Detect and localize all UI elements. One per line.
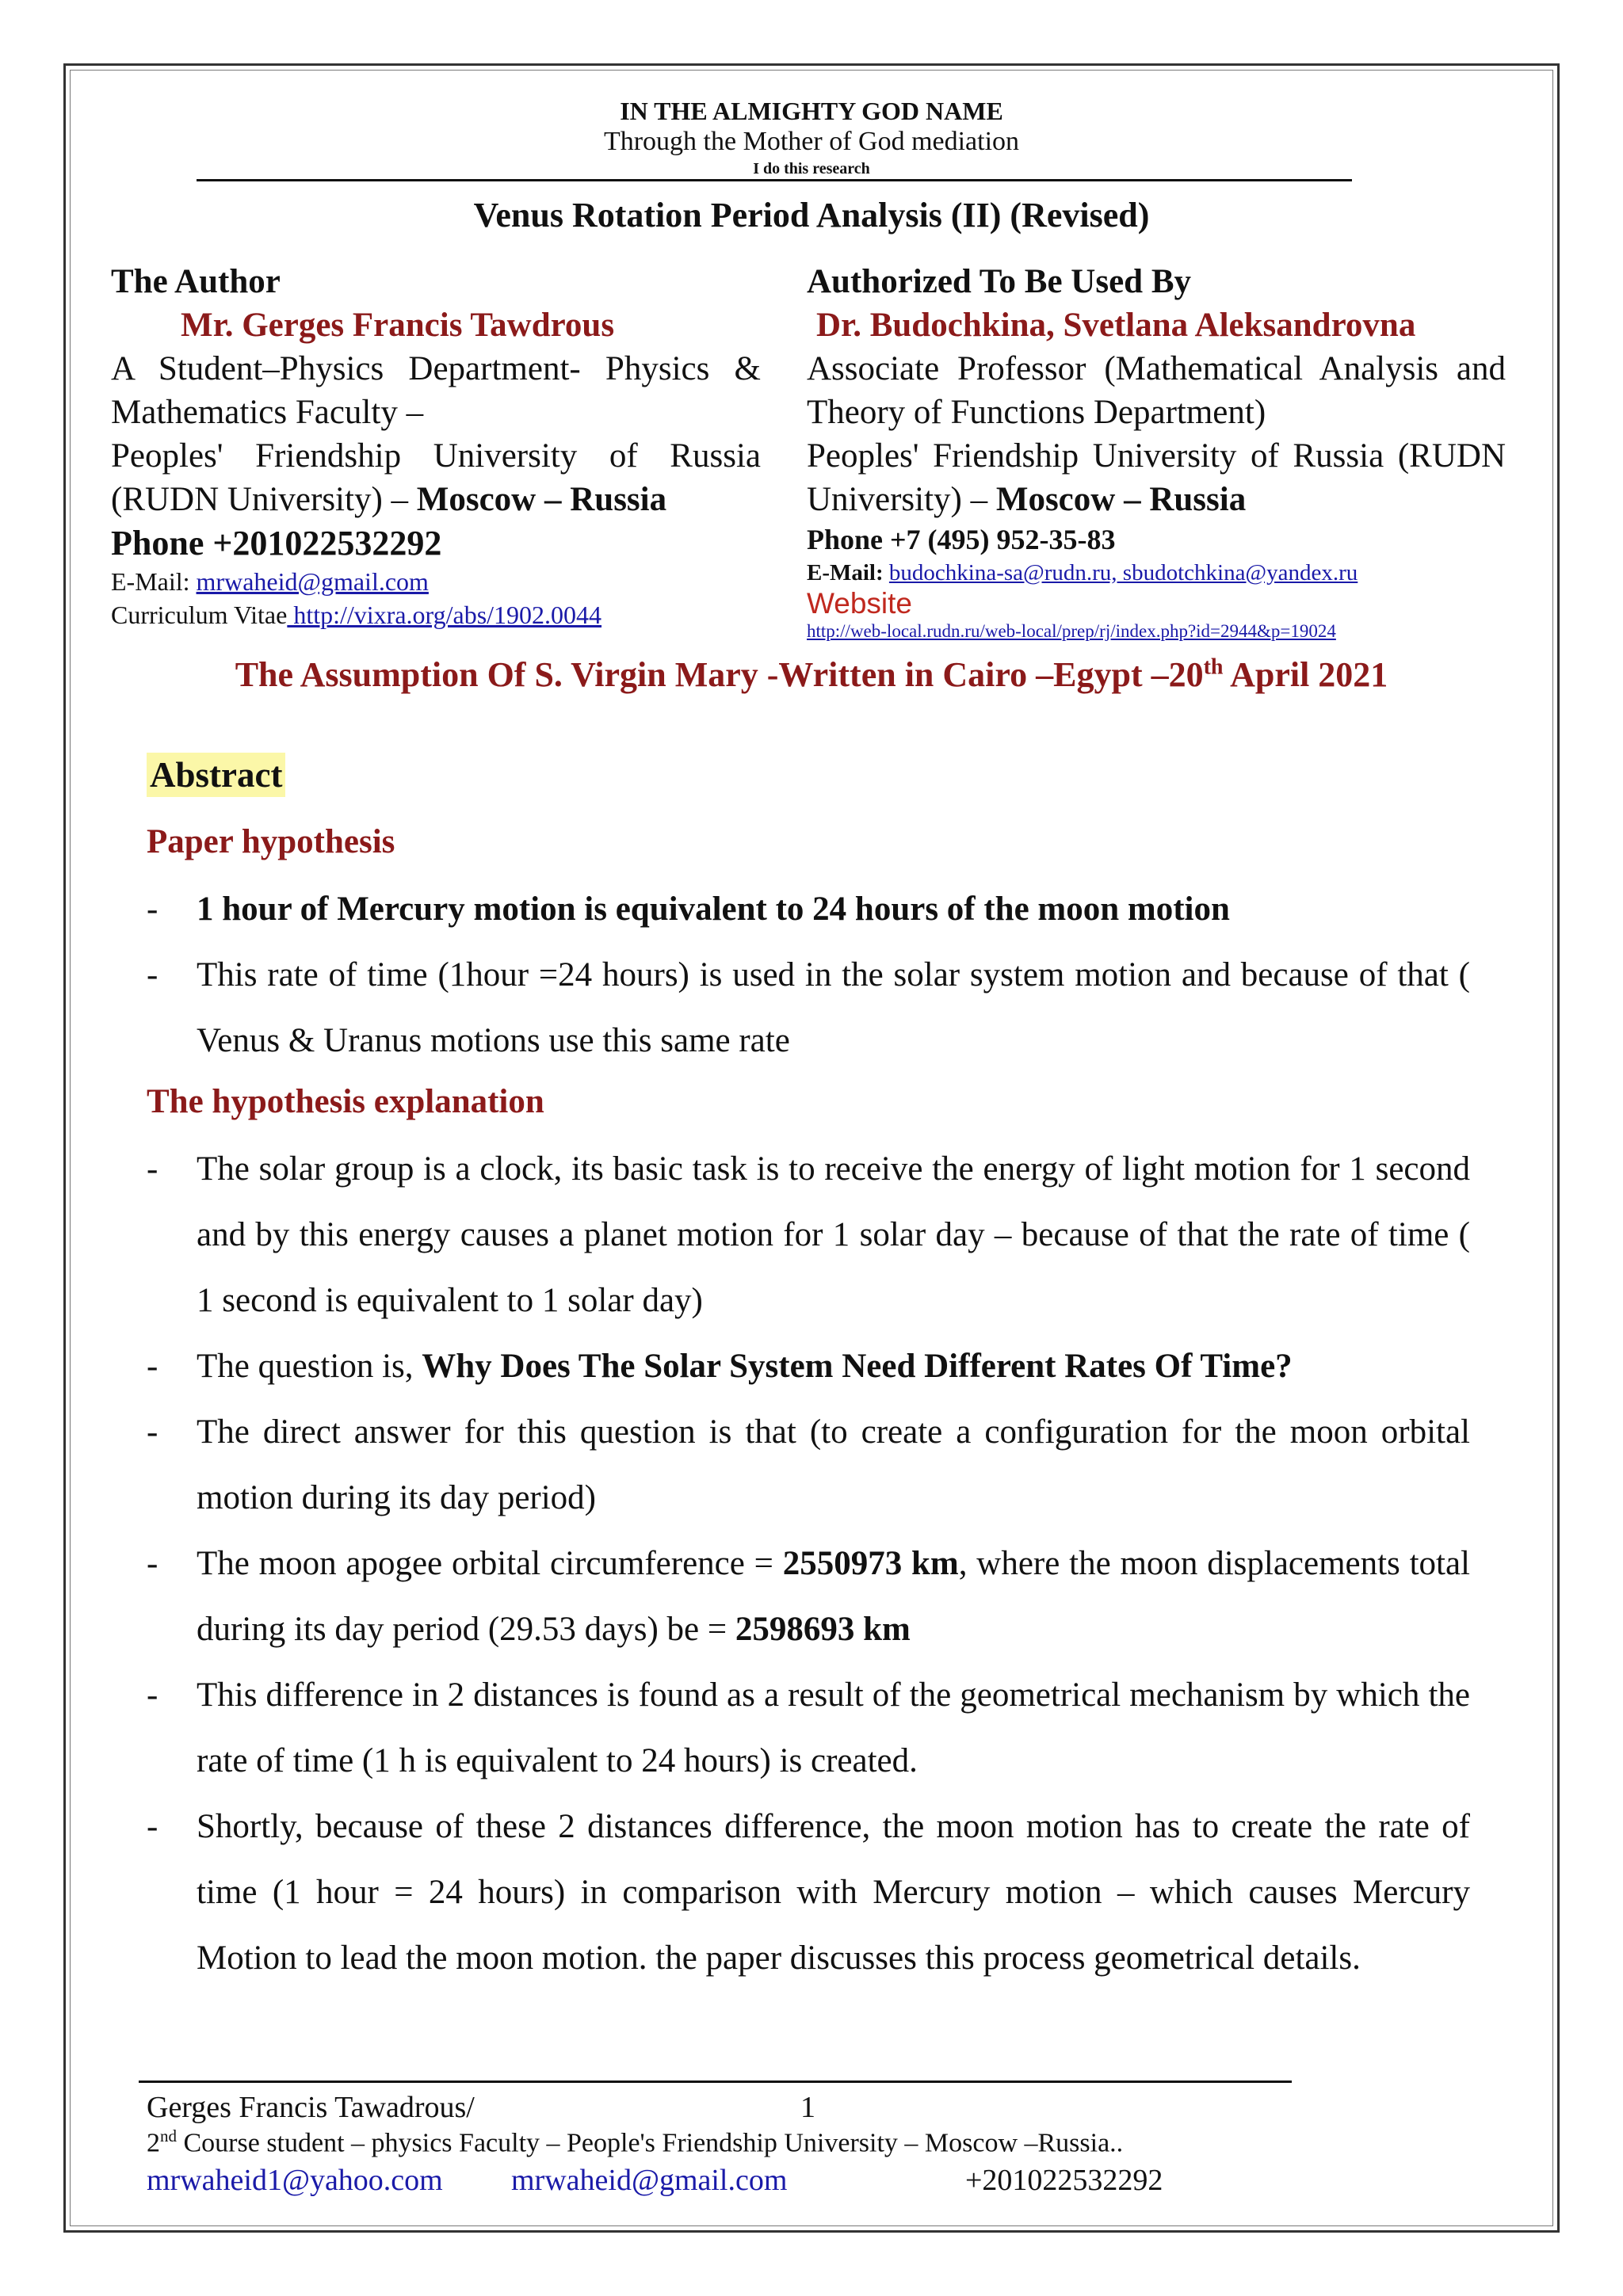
footer-email-2[interactable]: mrwaheid@gmail.com bbox=[511, 2164, 788, 2197]
explanation-4-displacement: 2598693 km bbox=[735, 1611, 911, 1648]
authorized-affiliation bbox=[807, 434, 1506, 521]
author-email-label: E-Mail: bbox=[111, 567, 197, 596]
footer-course-num: 2 bbox=[147, 2128, 160, 2158]
author-cv-link[interactable]: http://vixra.org/abs/1902.0044 bbox=[287, 601, 602, 629]
date-prefix: The Assumption Of S. Virgin Mary -Written in Cairo –Egypt –20 bbox=[235, 655, 1204, 694]
author-column bbox=[111, 260, 761, 631]
header-divider bbox=[197, 179, 1352, 181]
hypothesis-2: This rate of time (1hour =24 hours) is used in the solar system motion and because of that ( Venus & Uranus motions use this same rate bbox=[197, 956, 1470, 1059]
list-item bbox=[147, 1794, 1470, 1991]
hypothesis-1: 1 hour of Mercury motion is equivalent to 24 hours of the moon motion bbox=[197, 891, 1230, 928]
explanation-6: Shortly, because of these 2 distances difference, the moon motion has to create the rate of time (1 hour = 24 hours) in comparison with Mercury motion – which causes Mercury Motion to lead the moon motion. the paper discusses this process geometrical details. bbox=[197, 1808, 1470, 1977]
author-cv-line bbox=[111, 598, 761, 631]
date-line bbox=[0, 654, 1623, 695]
bullet-dash: - bbox=[147, 1545, 158, 1582]
bullet-dash: - bbox=[147, 891, 158, 928]
footer-phone: +201022532292 bbox=[965, 2164, 1163, 2197]
authorized-column bbox=[807, 260, 1506, 643]
header-mediation: Through the Mother of God mediation bbox=[603, 127, 1020, 156]
section-paper-hypothesis: Paper hypothesis bbox=[147, 823, 395, 860]
authorized-role: Associate Professor (Mathematical Analysis and Theory of Functions Department) bbox=[807, 350, 1506, 431]
authorized-website-label: Website bbox=[807, 587, 912, 620]
abstract-heading: Abstract bbox=[147, 753, 285, 797]
author-heading: The Author bbox=[111, 263, 281, 300]
bullet-dash: - bbox=[147, 956, 158, 994]
authorized-email-label: E-Mail: bbox=[807, 560, 889, 585]
date-suffix: April 2021 bbox=[1223, 655, 1388, 694]
footer-author: Gerges Francis Tawadrous/ bbox=[147, 2091, 475, 2124]
explanation-2-pre: The question is, bbox=[197, 1348, 422, 1385]
authorized-univ-text: Peoples' Friendship University of Russia (RUDN University) – bbox=[807, 437, 1506, 518]
bullet-dash: - bbox=[147, 1676, 158, 1714]
footer-course bbox=[147, 2126, 1123, 2158]
list-item bbox=[147, 1399, 1470, 1531]
section-hypothesis-explanation: The hypothesis explanation bbox=[147, 1083, 544, 1120]
bullet-dash: - bbox=[147, 1348, 158, 1385]
page-number: 1 bbox=[800, 2091, 815, 2124]
date-sup: th bbox=[1203, 654, 1224, 680]
footer-divider bbox=[139, 2081, 1292, 2083]
list-item bbox=[147, 1531, 1470, 1662]
author-email-line bbox=[111, 565, 761, 598]
author-phone: Phone +201022532292 bbox=[111, 524, 442, 563]
authorized-phone: Phone +7 (495) 952-35-83 bbox=[807, 524, 1116, 555]
explanation-4 bbox=[197, 1531, 1470, 1662]
paper-title: Venus Rotation Period Analysis (II) (Revised) bbox=[473, 196, 1150, 235]
authorized-website-link[interactable]: http://web-local.rudn.ru/web-local/prep/rj/index.php?id=2944&p=19024 bbox=[807, 621, 1336, 641]
hypothesis-list bbox=[147, 876, 1470, 1074]
header-dedication: IN THE ALMIGHTY GOD NAME bbox=[620, 97, 1003, 125]
footer-course-text: Course student – physics Faculty – People's Friendship University – Moscow –Russia.. bbox=[177, 2128, 1124, 2158]
author-univ-text: Peoples' Friendship University of Russia (RUDN University) – bbox=[111, 437, 761, 518]
explanation-4-a: The moon apogee orbital circumference = bbox=[197, 1545, 783, 1582]
list-item bbox=[147, 942, 1470, 1074]
author-name: Mr. Gerges Francis Tawdrous bbox=[181, 307, 615, 344]
author-city: Moscow – Russia bbox=[416, 481, 667, 518]
authorized-email-link[interactable]: budochkina-sa@rudn.ru, sbudotchkina@yandex.ru bbox=[888, 560, 1358, 585]
authorized-city: Moscow – Russia bbox=[995, 481, 1247, 518]
author-affiliation-univ bbox=[111, 434, 761, 521]
list-item bbox=[147, 1662, 1470, 1794]
author-email-link[interactable]: mrwaheid@gmail.com bbox=[196, 567, 429, 596]
bullet-dash: - bbox=[147, 1808, 158, 1845]
authorized-name: Dr. Budochkina, Svetlana Aleksandrovna bbox=[816, 307, 1416, 344]
explanation-1: The solar group is a clock, its basic task is to receive the energy of light motion for 1 second and by this energy causes a planet motion for 1 solar day – because of that the rate of time ( 1 second is equivalent to 1 solar day) bbox=[197, 1150, 1470, 1319]
author-affiliation-dept: A Student–Physics Department- Physics & Mathematics Faculty – bbox=[111, 350, 761, 431]
header-research-note: I do this research bbox=[753, 160, 870, 177]
list-item bbox=[147, 1136, 1470, 1333]
explanation-2 bbox=[197, 1333, 1470, 1399]
footer-course-sup: nd bbox=[160, 2126, 177, 2145]
explanation-3: The direct answer for this question is that (to create a configuration for the moon orbital motion during its day period) bbox=[197, 1413, 1470, 1516]
authorized-email-line bbox=[807, 558, 1506, 588]
list-item bbox=[147, 1333, 1470, 1399]
authorized-website-line bbox=[807, 620, 1506, 643]
author-cv-label: Curriculum Vitae bbox=[111, 601, 288, 629]
bullet-dash: - bbox=[147, 1150, 158, 1188]
explanation-list bbox=[147, 1136, 1470, 1991]
explanation-5: This difference in 2 distances is found as a result of the geometrical mechanism by which the rate of time (1 h is equivalent to 24 hours) is created. bbox=[197, 1676, 1470, 1779]
list-item bbox=[147, 876, 1470, 942]
explanation-2-question: Why Does The Solar System Need Different Rates Of Time? bbox=[422, 1348, 1293, 1385]
footer-email-1[interactable]: mrwaheid1@yahoo.com bbox=[147, 2164, 443, 2197]
authorized-heading: Authorized To Be Used By bbox=[807, 263, 1192, 300]
explanation-4-c: , where the moon displacements total during its day period (29.53 days) be = bbox=[197, 1545, 1471, 1648]
bullet-dash: - bbox=[147, 1413, 158, 1451]
explanation-4-circumference: 2550973 km bbox=[782, 1545, 959, 1582]
